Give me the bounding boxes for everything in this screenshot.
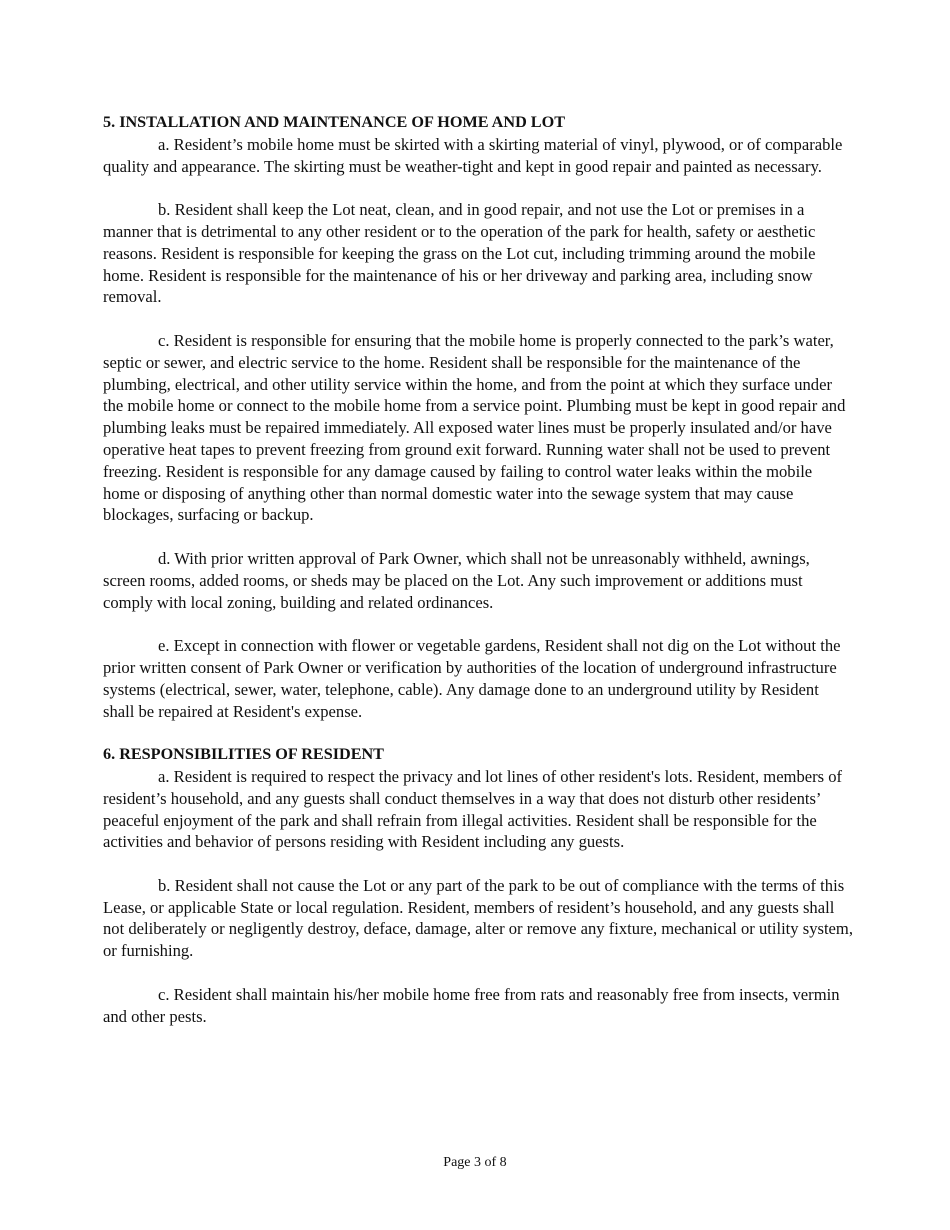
section-heading: 5. INSTALLATION AND MAINTENANCE OF HOME AND LOT bbox=[103, 113, 565, 131]
section-installation-maintenance bbox=[103, 112, 853, 722]
paragraph: c. Resident shall maintain his/her mobile home free from rats and reasonably free from insects, vermin and other pests. bbox=[103, 984, 840, 1026]
section-responsibilities-of-resident bbox=[103, 744, 853, 1027]
page-number: Page 3 of 8 bbox=[443, 1155, 507, 1170]
paragraph: a. Resident’s mobile home must be skirted with a skirting material of vinyl, plywood, or of comparable quality and appearance. The skirting must be weather-tight and kept in good repair and painted as necessary. bbox=[103, 134, 843, 176]
section-heading: 6. RESPONSIBILITIES OF RESIDENT bbox=[103, 745, 384, 764]
paragraph: d. With prior written approval of Park Owner, which shall not be unreasonably withheld, awnings, screen rooms, added rooms, or sheds may be placed on the Lot. Any such improvement or additions must comply with local zoning, building and related ordinances. bbox=[103, 548, 810, 612]
paragraph: c. Resident is responsible for ensuring that the mobile home is properly connected to the park’s water, septic or sewer, and electric service to the home. Resident shall be responsible for the maintenance of the plumbing, electrical, and other utility service within the home, and from the point at which they surface under the mobile home or connect to the mobile home from a service point. Plumbing must be kept in good repair and plumbing leaks must be repaired immediately. All exposed water lines must be properly insulated and/or have operative heat tapes to prevent freezing from ground exit forward. Running water shall not be used to prevent freezing. Resident is responsible for any damage caused by failing to control water leaks within the mobile home or disposing of anything other than normal domestic water into the sewage system that may cause blockages, surfacing or backup. bbox=[103, 330, 846, 525]
paragraph: b. Resident shall not cause the Lot or any part of the park to be out of compliance with the terms of this Lease, or applicable State or local regulation. Resident, members of resident’s household, and any guests shall not deliberately or negligently destroy, deface, damage, alter or remove any fixture, mechanical or utility system, or furnishing. bbox=[103, 875, 853, 961]
document-body bbox=[103, 112, 853, 1049]
paragraph: e. Except in connection with flower or vegetable gardens, Resident shall not dig on the Lot without the prior written consent of Park Owner or verification by authorities of the location of underground infrastructure systems (electrical, sewer, water, telephone, cable). Any damage done to an underground utility by Resident shall be repaired at Resident's expense. bbox=[103, 636, 841, 721]
paragraph: b. Resident shall keep the Lot neat, clean, and in good repair, and not use the Lot or premises in a manner that is detrimental to any other resident or to the operation of the park for health, safety or aesthetic reasons. Resident is responsible for keeping the grass on the Lot cut, including trimming around the mobile home. Resident is responsible for the maintenance of his or her driveway and parking area, including snow removal. bbox=[103, 200, 816, 307]
paragraph: a. Resident is required to respect the privacy and lot lines of other resident's lots. Resident, members of resident’s household, and any guests shall conduct themselves in a way that does not disturb other residents’ peaceful enjoyment of the park and shall refrain from illegal activities. Resident shall be responsible for the activities and behavior of persons residing with Resident including any guests. bbox=[103, 766, 843, 852]
